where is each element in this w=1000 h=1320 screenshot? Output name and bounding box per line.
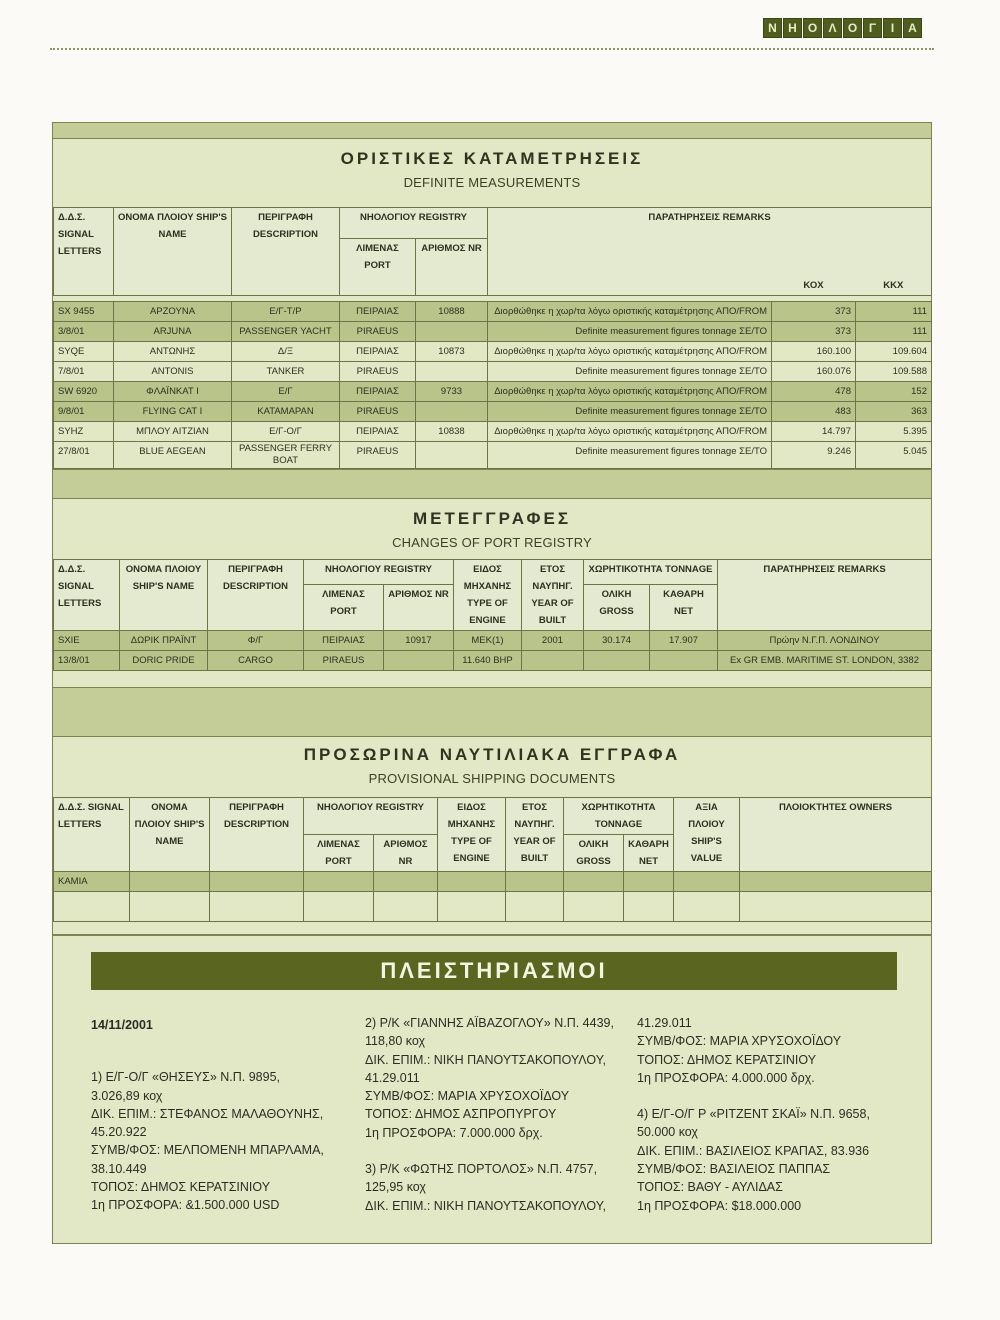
- auction-line: 1η ΠΡΟΣΦΟΡΑ: 7.000.000 δρχ.: [365, 1125, 543, 1140]
- table-row: 9/8/01 FLYING CAT I ΚΑΤΑΜΑΡΑΝ PIRAEUS Definite measurement figures tonnage ΣΕ/TO 483 363: [54, 402, 932, 422]
- auction-line: 50.000 κοχ: [637, 1125, 698, 1140]
- section-strip: [52, 470, 932, 498]
- auction-line: 1η ΠΡΟΣΦΟΡΑ: $18.000.000: [637, 1198, 802, 1213]
- auction-line: 118,80 κοχ: [365, 1034, 426, 1049]
- header-year: ΕΤΟΣ ΝΑΥΠΗΓ. YEAR OF BUILT: [506, 798, 564, 872]
- auction-line: 125,95 κοχ: [365, 1180, 426, 1195]
- header-divider: [50, 48, 934, 50]
- header-net: ΚΑΘΑΡΗ NET: [624, 835, 674, 872]
- auction-line: 41.29.011: [637, 1016, 692, 1030]
- header-port: ΛΙΜΕΝΑΣ PORT: [340, 238, 416, 295]
- auction-line: 3.026,89 κοχ: [91, 1088, 163, 1103]
- auction-line: ΣΥΜΒ/ΦΟΣ: ΜΑΡΙΑ ΧΡΥΣΟΧΟΪΔΟΥ: [365, 1089, 570, 1104]
- header-owners: ΠΛΟΙΟΚΤΗΤΕΣ OWNERS: [740, 798, 932, 872]
- header-remarks: ΠΑΡΑΤΗΡΗΣΕΙΣ REMARKS: [488, 208, 932, 239]
- table-row: 7/8/01 ANTONIS TANKER PIRAEUS Definite measurement figures tonnage ΣΕ/TO 160.076 109.588: [54, 362, 932, 382]
- auction-line: ΤΟΠΟΣ: ΔΗΜΟΣ ΑΣΠΡΟΠΥΡΓΟΥ: [365, 1107, 557, 1122]
- header-registry: ΝΗΟΛΟΓΙΟΥ REGISTRY: [340, 208, 488, 239]
- changes-subtitle: CHANGES OF PORT REGISTRY: [392, 535, 592, 550]
- logo-letter: Ν: [763, 18, 782, 38]
- auctions-banner: [91, 952, 897, 990]
- auction-line: ΔΙΚ. ΕΠΙΜ.: ΒΑΣΙΛΕΙΟΣ ΚΡΑΠΑΣ, 83.936: [637, 1143, 870, 1158]
- header-gross: ΟΛΙΚΗ GROSS: [564, 835, 624, 872]
- logo-letter: Λ: [823, 18, 842, 38]
- auction-column-3: [637, 1014, 917, 1215]
- changes-table: [53, 559, 932, 671]
- table-row: 27/8/01 BLUE AEGEAN PASSENGER FERRY BOAT PIRAEUS Definite measurement figures tonnage ΣΕ/TO 9.246 5.045: [54, 442, 932, 469]
- logo-letter: Ο: [843, 18, 862, 38]
- auction-line: 1η ΠΡΟΣΦΟΡΑ: &1.500.000 USD: [91, 1198, 280, 1213]
- auction-line: 3) Ρ/Κ «ΦΩΤΗΣ ΠΟΡΤΟΛΟΣ» Ν.Π. 4757,: [365, 1162, 598, 1177]
- auction-line: ΔΙΚ. ΕΠΙΜ.: ΝΙΚΗ ΠΑΝΟΥΤΣΑΚΟΠΟΥΛΟΥ,: [365, 1052, 606, 1067]
- header-port: ΛΙΜΕΝΑΣ PORT: [304, 584, 384, 630]
- header-signal: Δ.Δ.Σ. SIGNAL LETTERS: [54, 208, 114, 296]
- provisional-subtitle: PROVISIONAL SHIPPING DOCUMENTS: [368, 771, 616, 786]
- header-engine: ΕΙΔΟΣ ΜΗΧΑΝΗΣ TYPE OF ENGINE: [454, 560, 522, 631]
- table-row: 13/8/01 DORIC PRIDE CARGO PIRAEUS 11.640 BHP Ex GR EMB. MARITIME ST. LONDON, 3382: [54, 651, 932, 671]
- definite-table: [53, 207, 932, 469]
- section-strip: [52, 688, 932, 736]
- definite-measurements-panel: [52, 138, 932, 470]
- auction-line: 1) Ε/Γ-Ο/Γ «ΘΗΣΕΥΣ» Ν.Π. 9895,: [91, 1070, 281, 1085]
- logo-letter: Α: [903, 18, 922, 38]
- table-row: SW 6920 ΦΛΑΪΝΚΑΤ Ι Ε/Γ ΠΕΙΡΑΙΑΣ 9733 Διορθώθηκε η χωρ/τα λόγω οριστικής καταμέτρησης ΑΠΟ/FROM 478 152: [54, 382, 932, 402]
- auction-line: 2) Ρ/Κ «ΓΙΑΝΝΗΣ ΑΪΒΑΖΟΓΛΟΥ» Ν.Π. 4439,: [365, 1016, 614, 1030]
- header-nr: ΑΡΙΘΜΟΣ NR: [416, 238, 488, 295]
- provisional-table: [53, 797, 932, 922]
- definite-title: ΟΡΙΣΤΙΚΕΣ ΚΑΤΑΜΕΤΡΗΣΕΙΣ: [340, 149, 644, 168]
- header-signal: Δ.Δ.Σ. SIGNAL LETTERS: [54, 798, 130, 872]
- header-signal: Δ.Δ.Σ. SIGNAL LETTERS: [54, 560, 120, 631]
- auction-line: 41.29.011: [365, 1070, 420, 1085]
- header-nr: ΑΡΙΘΜΟΣ NR: [384, 584, 454, 630]
- table-row: 3/8/01 ARJUNA PASSENGER YACHT PIRAEUS Definite measurement figures tonnage ΣΕ/TO 373 111: [54, 322, 932, 342]
- auction-line: ΣΥΜΒ/ΦΟΣ: ΒΑΣΙΛΕΙΟΣ ΠΑΠΠΑΣ: [637, 1162, 831, 1177]
- header-description: ΠΕΡΙΓΡΑΦΗ DESCRIPTION: [208, 560, 304, 631]
- header-registry: ΝΗΟΛΟΓΙΟΥ REGISTRY: [304, 798, 438, 835]
- auctions-panel: [52, 935, 932, 1244]
- header-port: ΛΙΜΕΝΑΣ PORT: [304, 835, 374, 872]
- auction-line: 38.10.449: [91, 1161, 147, 1176]
- auction-line: 45.20.922: [91, 1125, 147, 1140]
- header-description: ΠΕΡΙΓΡΑΦΗ DESCRIPTION: [210, 798, 304, 872]
- provisional-title: ΠΡΟΣΩΡΙΝΑ ΝΑΥΤΙΛΙΑΚΑ ΕΓΓΡΑΦΑ: [303, 745, 681, 764]
- table-row: SYQE ΑΝΤΩΝΗΣ Δ/Ξ ΠΕΙΡΑΙΑΣ 10873 Διορθώθηκε η χωρ/τα λόγω οριστικής καταμέτρησης ΑΠΟ/FROM 160.100 109.604: [54, 342, 932, 362]
- header-value: ΑΞΙΑ ΠΛΟΙΟΥ SHIP'S VALUE: [674, 798, 740, 872]
- header-registry: ΝΗΟΛΟΓΙΟΥ REGISTRY: [304, 560, 454, 585]
- header-ship-name: ΟΝΟΜΑ ΠΛΟΙΟΥ SHIP'S NAME: [130, 798, 210, 872]
- header-gross: ΟΛΙΚΗ GROSS: [584, 584, 650, 630]
- header-kkx: ΚΚΧ: [856, 238, 932, 295]
- logo-letter: Η: [783, 18, 802, 38]
- magazine-logo: [763, 18, 935, 40]
- auction-line: ΤΟΠΟΣ: ΔΗΜΟΣ ΚΕΡΑΤΣΙΝΙΟΥ: [637, 1052, 817, 1067]
- header-engine: ΕΙΔΟΣ ΜΗΧΑΝΗΣ TYPE OF ENGINE: [438, 798, 506, 872]
- header-tonnage: ΧΩΡΗΤΙΚΟΤΗΤΑ TONNAGE: [564, 798, 674, 835]
- provisional-panel: [52, 736, 932, 935]
- auction-line: ΣΥΜΒ/ΦΟΣ: ΜΑΡΙΑ ΧΡΥΣΟΧΟΪΔΟΥ: [637, 1034, 842, 1049]
- header-year: ΕΤΟΣ ΝΑΥΠΗΓ. YEAR OF BUILT: [522, 560, 584, 631]
- auction-column-1: [91, 1016, 361, 1215]
- header-remarks: ΠΑΡΑΤΗΡΗΣΕΙΣ REMARKS: [718, 560, 932, 631]
- header-description: ΠΕΡΙΓΡΑΦΗ DESCRIPTION: [232, 208, 340, 296]
- auction-line: 1η ΠΡΟΣΦΟΡΑ: 4.000.000 δρχ.: [637, 1070, 815, 1085]
- auctions-title: ΠΛΕΙΣΤΗΡΙΑΣΜΟΙ: [380, 958, 608, 983]
- definite-subtitle: DEFINITE MEASUREMENTS: [403, 175, 581, 190]
- header-net: ΚΑΘΑΡΗ NET: [650, 584, 718, 630]
- changes-title: ΜΕΤΕΓΓΡΑΦΕΣ: [412, 509, 572, 528]
- header-tonnage: ΧΩΡΗΤΙΚΟΤΗΤΑ TONNAGE: [584, 560, 718, 585]
- table-row: [54, 892, 932, 922]
- header-ship-name: ΟΝΟΜΑ ΠΛΟΙΟΥ SHIP'S NAME: [120, 560, 208, 631]
- auction-date: 14/11/2001: [91, 1018, 153, 1032]
- changes-panel: [52, 498, 932, 688]
- logo-letter: Ο: [803, 18, 822, 38]
- auction-line: ΔΙΚ. ΕΠΙΜ.: ΝΙΚΗ ΠΑΝΟΥΤΣΑΚΟΠΟΥΛΟΥ,: [365, 1198, 606, 1213]
- table-row: SX 9455 ΑΡΖΟΥΝΑ Ε/Γ-Τ/Ρ ΠΕΙΡΑΙΑΣ 10888 Διορθώθηκε η χωρ/τα λόγω οριστικής καταμέτρησης ΑΠΟ/FROM 373 111: [54, 302, 932, 322]
- auction-line: ΤΟΠΟΣ: ΔΗΜΟΣ ΚΕΡΑΤΣΙΝΙΟΥ: [91, 1180, 271, 1195]
- top-strip: [52, 122, 932, 138]
- table-row: SXIE ΔΩΡΙΚ ΠΡΑΪΝΤ Φ/Γ ΠΕΙΡΑΙΑΣ 10917 ΜΕΚ(1) 2001 30.174 17.907 Πρώην Ν.Γ.Π. ΛΟΝΔΙΝΟΥ: [54, 631, 932, 651]
- auction-column-2: [365, 1014, 640, 1215]
- logo-letter: Γ: [863, 18, 882, 38]
- auction-line: 4) Ε/Γ-Ο/Γ Ρ «ΡΙΤΖΕΝΤ ΣΚΑΪ» Ν.Π. 9658,: [637, 1107, 870, 1122]
- table-row: SYHZ ΜΠΛΟΥ ΑΙΤΖΙΑΝ Ε/Γ-Ο/Γ ΠΕΙΡΑΙΑΣ 10838 Διορθώθηκε η χωρ/τα λόγω οριστικής καταμέτρησης ΑΠΟ/FROM 14.797 5.395: [54, 422, 932, 442]
- logo-letter: Ι: [883, 18, 902, 38]
- auction-line: ΤΟΠΟΣ: ΒΑΘΥ - ΑΥΛΙΔΑΣ: [637, 1180, 783, 1195]
- auction-line: ΣΥΜΒ/ΦΟΣ: ΜΕΛΠΟΜΕΝΗ ΜΠΑΡΛΑΜΑ,: [91, 1143, 324, 1158]
- header-ship-name: ΟΝΟΜΑ ΠΛΟΙΟΥ SHIP'S NAME: [114, 208, 232, 296]
- header-kox: ΚΟΧ: [772, 238, 856, 295]
- auction-line: ΔΙΚ. ΕΠΙΜ.: ΣΤΕΦΑΝΟΣ ΜΑΛΑΘΟΥΝΗΣ,: [91, 1106, 324, 1121]
- table-row: ΚΑΜΙΑ: [54, 872, 932, 892]
- header-nr: ΑΡΙΘΜΟΣ NR: [374, 835, 438, 872]
